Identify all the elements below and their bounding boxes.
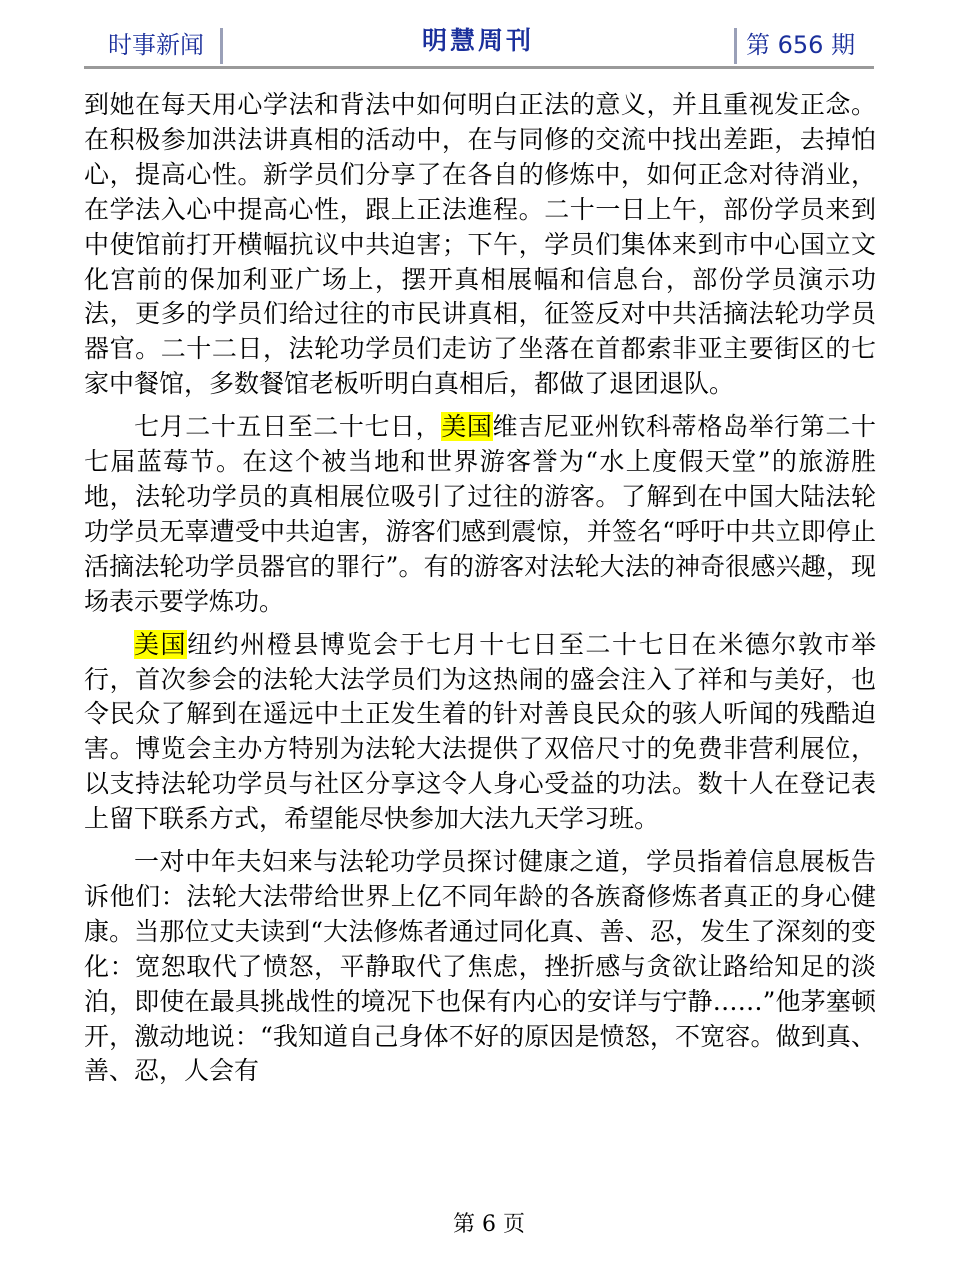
paragraph-text: 七月二十五日至二十七日， xyxy=(134,412,442,442)
issue-number: 第 656 期 xyxy=(746,31,856,59)
paragraph-text: 维吉尼亚州钦科蒂格岛举行第二十七届蓝莓节。在这个被当地和世界游客誉为“水上度假天堂”的旅游胜地，法轮功学员的真相展位吸引了过往的游客。了解到在中国大陆法轮功学员无辜遭受中共迫害，游客们感到震惊，并签名“呼吁中共立即停止活摘法轮功学员器官的罪行”。有的游客对法轮大法的神奇很感兴趣，现场表示要学炼功。 xyxy=(84,412,876,616)
header-divider-right xyxy=(734,28,737,64)
page-header xyxy=(84,28,872,66)
header-rule xyxy=(84,66,874,69)
article-body xyxy=(84,88,876,1089)
section-label: 时事新闻 xyxy=(108,31,204,59)
paragraph-3 xyxy=(84,628,876,837)
highlighted-keyword: 美国 xyxy=(441,412,493,442)
paragraph-text: 一对中年夫妇来与法轮功学员探讨健康之道，学员指着信息展板告诉他们：法轮大法带给世界上亿不同年龄的各族裔修炼者真正的身心健康。当那位丈夫读到“大法修炼者通过同化真、善、忍，发生了深刻的变化：宽恕取代了愤怒，平静取代了焦虑，挫折感与贪欲让路给知足的淡泊，即使在最具挑战性的境况下也保有内心的安详与宁静……”他茅塞顿开，激动地说：“我知道自己身体不好的原因是愤怒，不宽容。做到真、善、忍，人会有 xyxy=(84,847,876,1086)
paragraph-2 xyxy=(84,410,876,619)
page-number: 第 6 页 xyxy=(453,1212,525,1237)
paragraph-4 xyxy=(84,845,876,1089)
paragraph-text: 纽约州橙县博览会于七月十七日至二十七日在米德尔敦市举行，首次参会的法轮大法学员们为这热闹的盛会注入了祥和与美好，也令民众了解到在遥远中土正发生着的针对善良民众的骇人听闻的残酷迫害。博览会主办方特别为法轮大法提供了双倍尺寸的免费非营利展位，以支持法轮功学员与社区分享这令人身心受益的功法。数十人在登记表上留下联系方式，希望能尽快参加大法九天学习班。 xyxy=(84,629,876,834)
highlighted-keyword: 美国 xyxy=(134,629,188,659)
paragraph-1 xyxy=(84,88,876,402)
publication-title: 明慧周刊 xyxy=(421,26,534,55)
paragraph-text: 到她在每天用心学法和背法中如何明白正法的意义，并且重视发正念。在积极参加洪法讲真相的活动中，在与同修的交流中找出差距，去掉怕心，提高心性。新学员们分享了在各自的修炼中，如何正念对待消业，在学法入心中提高心性，跟上正法進程。二十一日上午，部份学员来到中使馆前打开横幅抗议中共迫害；下午，学员们集体来到市中心国立文化宫前的保加利亚广场上，摆开真相展幅和信息台，部份学员演示功法，更多的学员们给过往的市民讲真相，征签反对中共活摘法轮功学员器官。二十二日，法轮功学员们走访了坐落在首都索非亚主要街区的七家中餐馆，多数餐馆老板听明白真相后，都做了退团退队。 xyxy=(84,90,876,399)
